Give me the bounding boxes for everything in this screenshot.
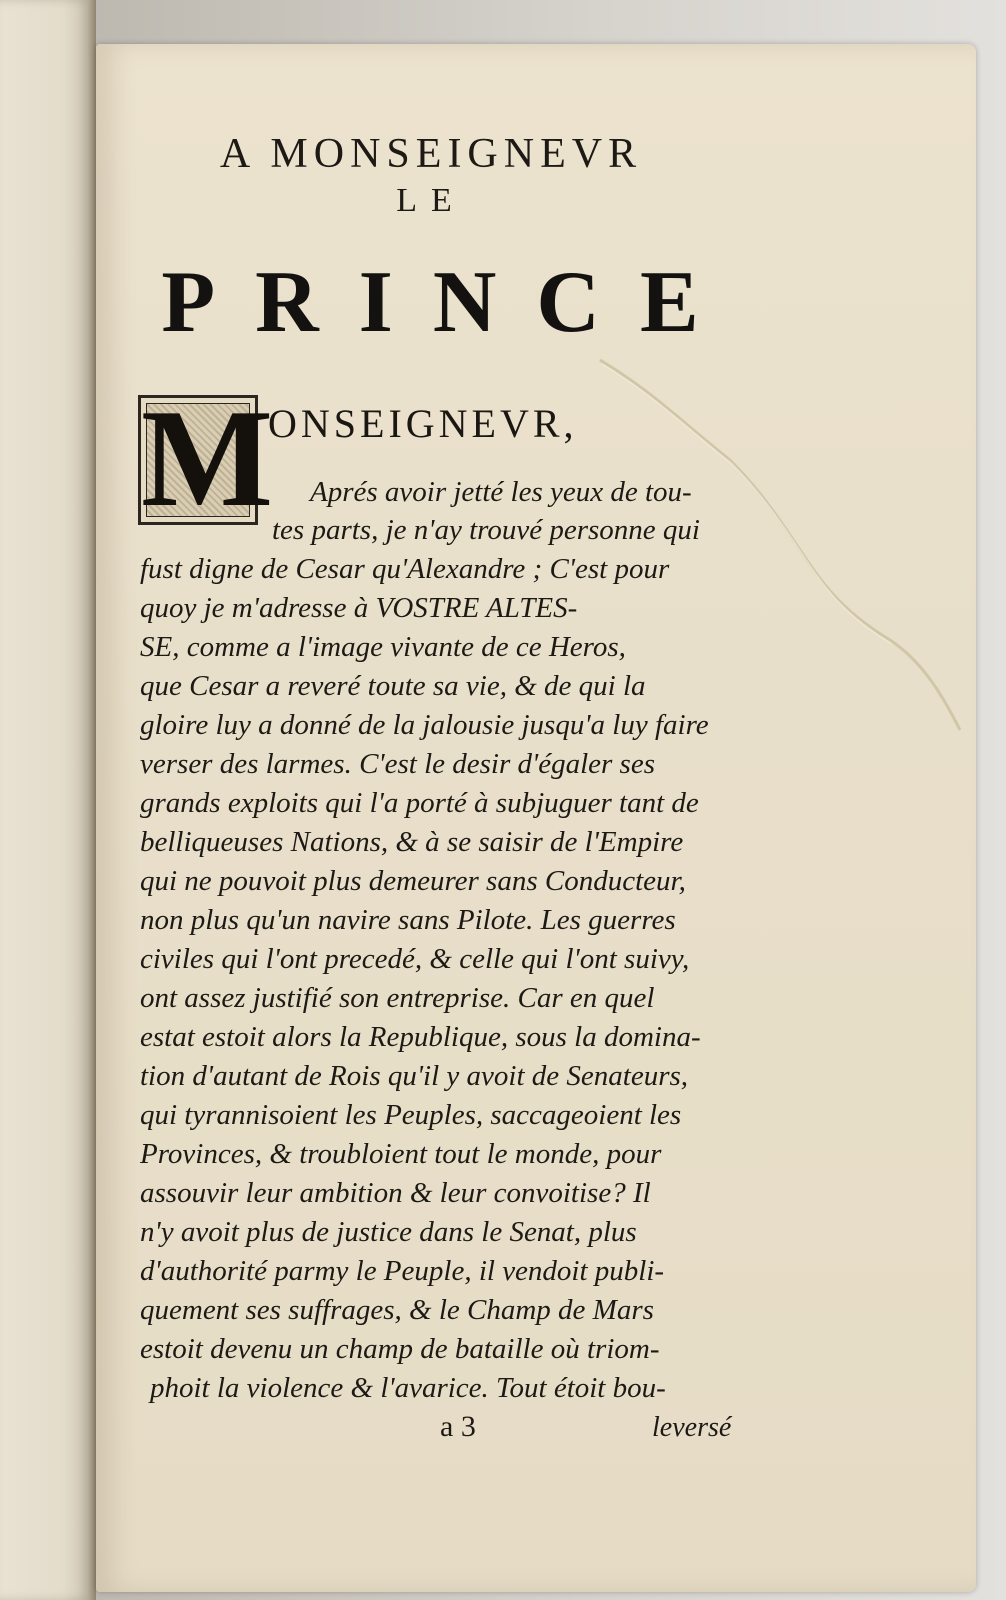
body-line: quoy je m'adresse à VOSTRE ALTES- [140,592,578,624]
body-line: Provinces, & troubloient tout le monde, pour [140,1138,662,1170]
body-line: non plus qu'un navire sans Pilote. Les guerres [140,904,676,936]
body-line: gloire luy a donné de la jalousie jusqu'a luy faire [140,709,709,741]
body-line: phoit la violence & l'avarice. Tout étoit bou- [150,1372,666,1404]
salutation: ONSEIGNEVR, [268,401,578,446]
heading-line-3: PRINCE [161,254,739,351]
body-line: estat estoit alors la Republique, sous la domina- [140,1021,701,1053]
initial-letter: M [141,381,274,536]
body-line: que Cesar a reveré toute sa vie, & de qui la [140,670,646,702]
ornamental-initial [138,381,274,536]
body-line: qui ne pouvoit plus demeurer sans Conducteur, [140,865,686,897]
body-line: tes parts, je n'ay trouvé personne qui [272,514,700,546]
body-line: qui tyrannisoient les Peuples, saccageoient les [140,1099,682,1131]
body-line: grands exploits qui l'a porté à subjuguer tant de [140,787,699,819]
facing-page [0,0,90,1600]
heading-line-1: A MONSEIGNEVR [219,131,643,177]
body-line: n'y avoit plus de justice dans le Senat, plus [140,1216,637,1248]
body-line: estoit devenu un champ de bataille où triom- [140,1333,660,1365]
body-line: civiles qui l'ont precedé, & celle qui l'ont suivy, [140,943,690,975]
body-line: SE, comme a l'image vivante de ce Heros, [140,631,626,663]
signature-mark: a 3 [440,1410,476,1443]
body-line: ont assez justifié son entreprise. Car en quel [140,982,655,1014]
body-line: tion d'autant de Rois qu'il y avoit de Senateurs, [140,1060,689,1092]
catchword: leversé [652,1412,732,1443]
body-line: verser des larmes. C'est le desir d'égaler ses [140,748,655,780]
book-gutter [88,0,96,1600]
body-line: Aprés avoir jetté les yeux de tou- [310,476,692,508]
body-line: d'authorité parmy le Peuple, il vendoit publi- [140,1255,665,1287]
body-line: quement ses suffrages, & le Champ de Mars [140,1294,654,1326]
body-line: assouvir leur ambition & leur convoitise? Il [140,1177,651,1209]
body-line: belliqueuses Nations, & à se saisir de l'Empire [140,826,684,858]
heading-line-2: LE [396,182,466,219]
body-line: fust digne de Cesar qu'Alexandre ; C'est pour [140,553,670,585]
